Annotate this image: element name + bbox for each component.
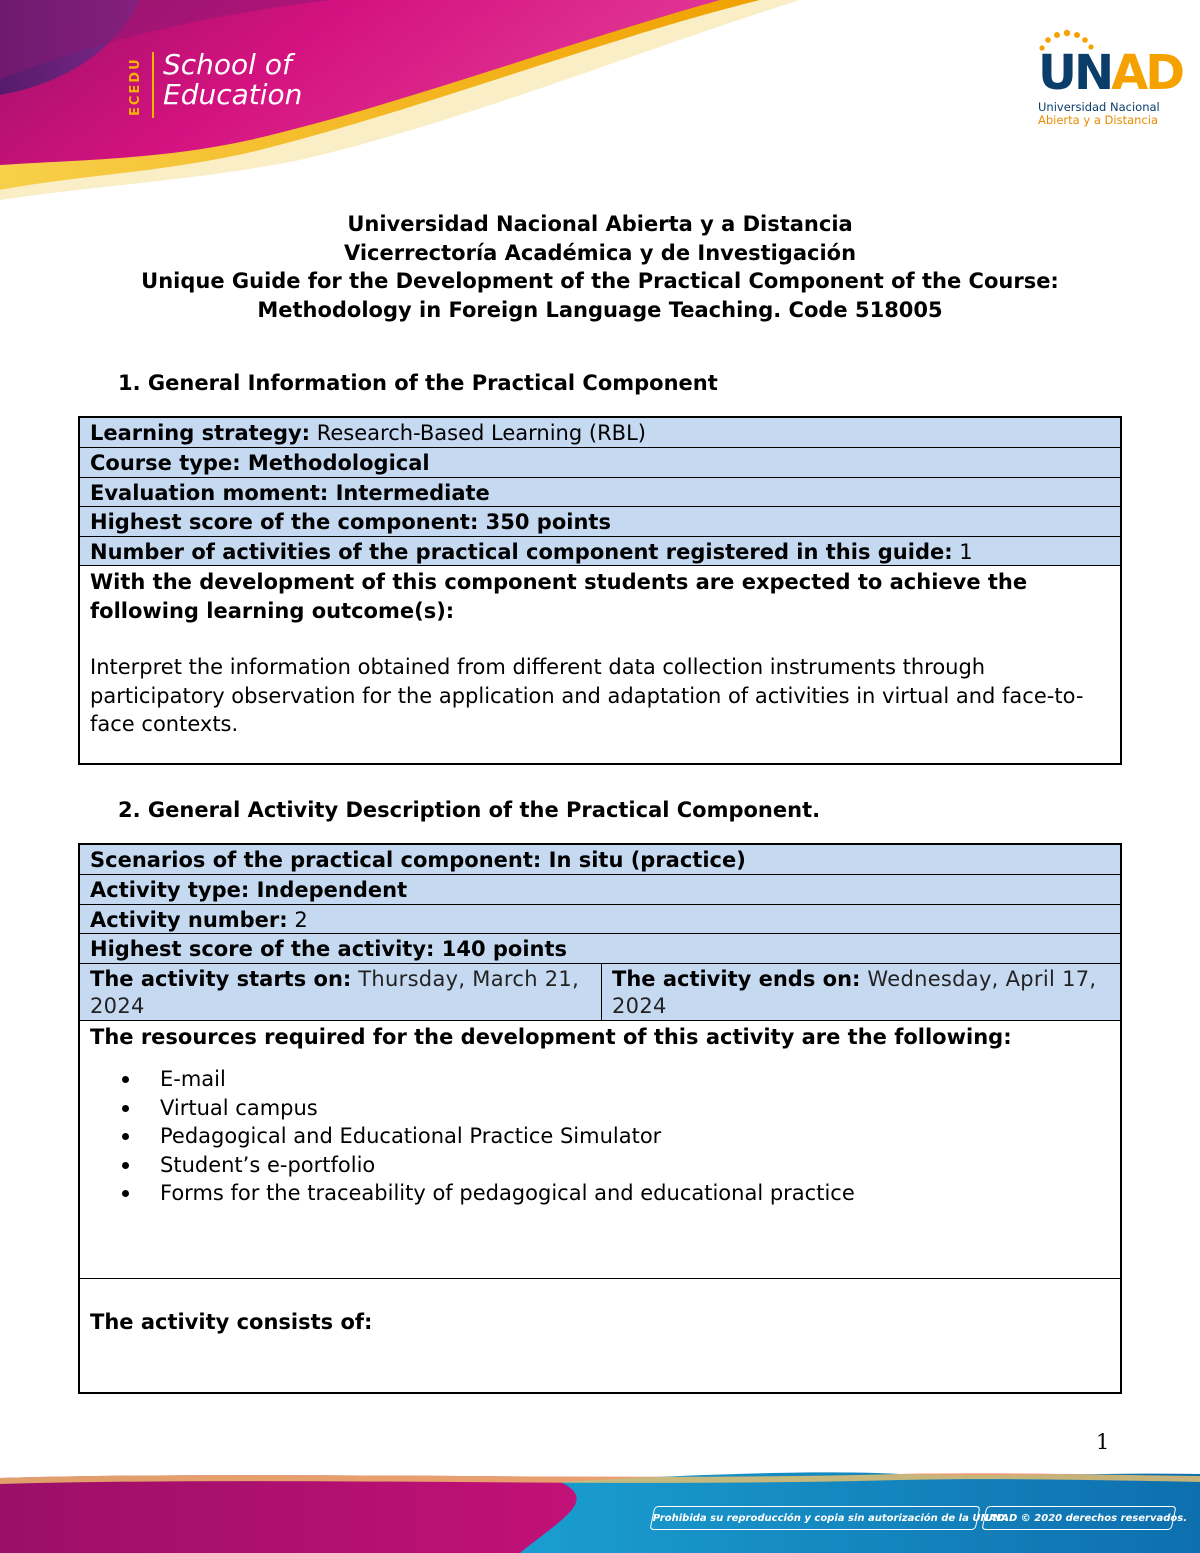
resource-item: Forms for the traceability of pedagogical and educational practice [160,1179,1110,1208]
section1-heading: 1. General Information of the Practical Component [118,371,718,395]
row-highest-score-activity: Highest score of the activity: 140 points [80,934,1120,964]
title-course: Methodology in Foreign Language Teaching. Code 518005 [257,297,943,322]
num-activities-value: 1 [952,539,973,564]
row-resources [80,1021,1120,1279]
footer-notice-text: Prohibida su reproducción y copia sin autorización de la UNAD. [652,1513,1009,1524]
learning-outcome-text: Interpret the information obtained from different data collection instruments through participatory observation for the application and adaptation of activities in virtual and face-to-face contexts. [90,655,1084,736]
learning-strategy-value: Research-Based Learning (RBL) [310,421,646,445]
learning-outcome-label: With the development of this component students are expected to achieve the following learning outcome(s): [90,570,1028,623]
document-title-block [60,210,1140,324]
resources-list [90,1065,1110,1208]
school-logo-divider [152,52,154,118]
general-info-table [78,416,1122,765]
unad-logo-line1: Universidad Nacional [1038,100,1160,114]
resource-item: E-mail [160,1065,1110,1094]
row-activity-dates [80,964,1120,1021]
activity-start-cell [80,964,602,1020]
faculty-tag: ECEDU [128,57,143,117]
resource-item: Pedagogical and Educational Practice Simulator [160,1122,1110,1151]
row-activity-type: Activity type: Independent [80,875,1120,905]
activity-end-label: The activity ends on: [612,966,861,991]
learning-strategy-label: Learning strategy: [90,421,311,445]
row-learning-strategy [80,418,1120,448]
activity-number-value: 2 [287,907,308,932]
row-learning-outcome [80,566,1120,763]
row-course-type: Course type: Methodological [80,448,1120,478]
row-scenarios: Scenarios of the practical component: In situ (practice) [80,845,1120,875]
activity-number-label: Activity number: [90,907,288,932]
page-number: 1 [1096,1430,1110,1454]
unad-logo-line2: Abierta y a Distancia [1038,113,1158,127]
activity-end-value: Wednesday, April 17, 2024 [612,966,1097,1018]
unad-logo-ad: AD [1111,45,1183,101]
activity-consists-label: The activity consists of: [90,1309,373,1334]
footer-notice [649,1506,1009,1530]
row-number-of-activities [80,537,1120,567]
unad-logo-un: UN [1038,45,1112,101]
resource-item: Student’s e-portfolio [160,1151,1110,1180]
activity-end-cell [602,964,1120,1020]
activity-start-value: Thursday, March 21, 2024 [90,966,580,1018]
resources-label: The resources required for the development of this activity are the following: [90,1024,1012,1049]
resource-item: Virtual campus [160,1094,1110,1123]
title-vicerrectoria: Vicerrectoría Académica y de Investigación [343,240,857,265]
school-of-education-logo [163,50,333,110]
title-guide: Unique Guide for the Development of the Practical Component of the Course: [141,269,1059,293]
section2-heading: 2. General Activity Description of the Practical Component. [118,798,821,822]
footer-copyright [981,1506,1188,1530]
school-name-line1: School of [163,48,292,81]
row-activity-number [80,905,1120,935]
row-evaluation-moment: Evaluation moment: Intermediate [80,478,1120,508]
footer-copyright-text: UNAD © 2020 derechos reservados. [984,1513,1188,1524]
unad-logo [1038,45,1183,101]
row-highest-score-component: Highest score of the component: 350 points [80,507,1120,537]
title-university: Universidad Nacional Abierta y a Distancia [347,212,853,236]
row-activity-consists [80,1279,1120,1392]
activity-start-label: The activity starts on: [90,966,352,991]
num-activities-label: Number of activities of the practical component registered in this guide: [90,539,953,564]
school-name-line2: Education [163,78,303,111]
activity-description-table [78,843,1122,1394]
